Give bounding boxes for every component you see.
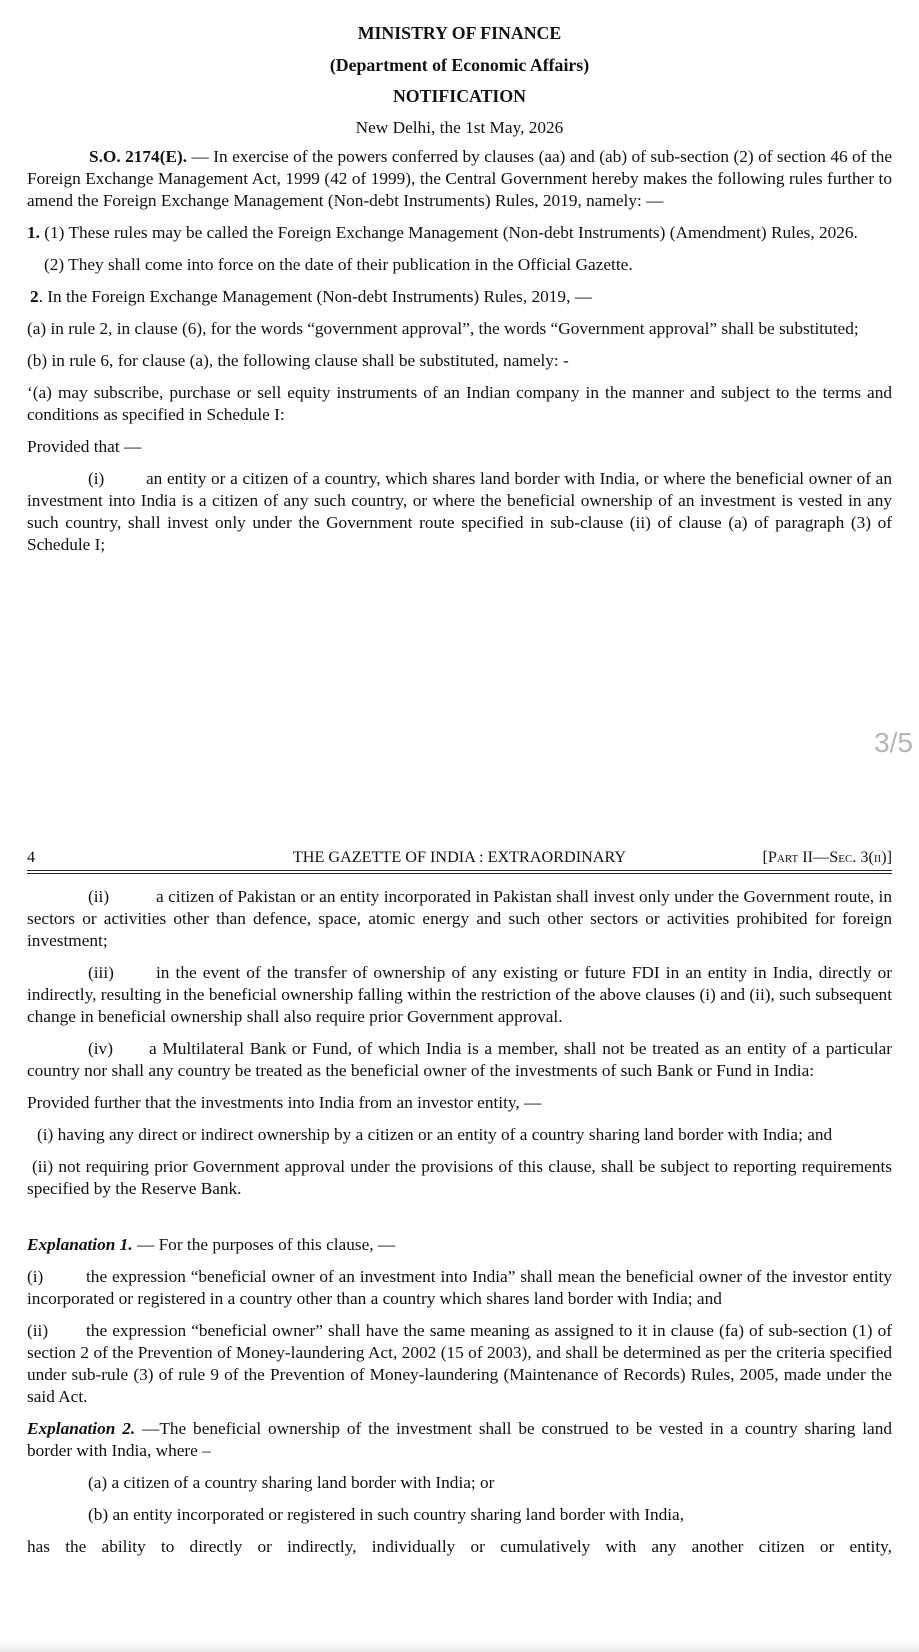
proviso-item-iv-text: a Multilateral Bank or Fund, of which India is a member, shall not be treated as an entity of a particular country nor shall any country be treated as the beneficial owner of the investments of such Bank or Fund in India: <box>27 1039 892 1080</box>
preamble-paragraph <box>27 146 892 212</box>
explanation-2-paragraph <box>27 1418 892 1462</box>
gazette-title: THE GAZETTE OF INDIA : EXTRAORDINARY <box>292 848 627 866</box>
explanation-2-text: —The beneficial ownership of the investment shall be construed to be vested in a country sharing land border with India, where – <box>27 1419 892 1460</box>
explanation-1-item-ii-label: (ii) <box>27 1321 49 1340</box>
explanation-2-label: Explanation 2. <box>27 1419 136 1438</box>
gazette-page-4 <box>0 760 919 1652</box>
explanation-1-item-i-text: the expression “beneficial owner of an investment into India” shall mean the beneficial owner of the investor entity incorporated or registered in a country other than a country which shares land border with India; and <box>27 1267 892 1308</box>
bottom-shade <box>0 1642 919 1652</box>
explanation-1-label: Explanation 1. <box>27 1235 133 1254</box>
notification-heading: NOTIFICATION <box>392 86 527 106</box>
gazette-page-3 <box>0 0 919 760</box>
rule-2-paragraph <box>27 286 892 308</box>
department-heading: (Department of Economic Affairs) <box>329 55 590 75</box>
explanation-1-item-ii-text: the expression “beneficial owner” shall have the same meaning as assigned to it in clause (fa) of sub-section (1) of section 2 of the Prevention of Money-laundering Act, 2002 (15 of 2003), and shall be determined as per the criteria specified under sub-rule (3) of rule 9 of the Prevention of Money-laundering (Maintenance of Records) Rules, 2005, made under the said Act. <box>27 1321 892 1406</box>
preamble-text: — In exercise of the powers conferred by clauses (aa) and (ab) of sub-section (2) of section 46 of the Foreign Exchange Management Act, 1999 (42 of 1999), the Central Government hereby makes the following rules further to amend the Foreign Exchange Management (Non-debt Instruments) Rules, 2019, namely: — <box>27 147 893 210</box>
explanation-1-item-ii <box>27 1320 892 1408</box>
explanation-1-item-i-label: (i) <box>27 1267 44 1286</box>
rule-1-2-paragraph: (2) They shall come into force on the date of their publication in the Official Gazette. <box>44 255 633 274</box>
so-number: S.O. 2174(E). <box>89 147 188 166</box>
proviso-item-ii <box>27 886 892 952</box>
provided-further-item-ii: (ii) not requiring prior Government approval under the provisions of this clause, shall be subject to reporting requirements specified by the Reserve Bank. <box>27 1157 892 1198</box>
running-header <box>27 846 892 868</box>
continuation-line: has the ability to directly or indirectly, individually or cumulatively with any another citizen or entity, <box>27 1537 892 1556</box>
dateline: New Delhi, the 1st May, 2026 <box>355 118 564 137</box>
rule-1-text: (1) These rules may be called the Foreign Exchange Management (Non-debt Instruments) (Amendment) Rules, 2026. <box>39 223 858 242</box>
rule-2-text: . In the Foreign Exchange Management (Non-debt Instruments) Rules, 2019, — <box>38 287 592 306</box>
explanation-1-heading <box>27 1234 892 1256</box>
provided-further-heading: Provided further that the investments into India from an investor entity, — <box>27 1093 542 1112</box>
proviso-item-iv <box>27 1038 892 1082</box>
proviso-item-i-text: an entity or a citizen of a country, which shares land border with India, or where the beneficial owner of an investment into India is a citizen of any such country, or where the beneficial ownership of an investment is vested in any such country, shall invest only under the Government route specified in sub-clause (ii) of clause (a) of paragraph (3) of Schedule I; <box>27 469 892 554</box>
rule-1-number: 1. <box>27 223 40 242</box>
explanation-1-item-i <box>27 1266 892 1310</box>
proviso-item-iv-label: (iv) <box>88 1039 113 1058</box>
proviso-item-ii-text: a citizen of Pakistan or an entity incorporated in Pakistan shall invest only under the Government route, in sectors or activities other than defence, space, atomic energy and such other sectors or activities prohibited for foreign investment; <box>27 887 892 950</box>
proviso-item-iii <box>27 962 892 1028</box>
proviso-item-iii-label: (iii) <box>88 963 114 982</box>
page-number: 4 <box>27 848 36 866</box>
page-indicator: 3/5 <box>874 727 913 758</box>
provided-further-item-i: (i) having any direct or indirect ownership by a citizen or an entity of a country sharing land border with India; and <box>37 1125 833 1144</box>
rule-1-paragraph <box>27 222 892 244</box>
proviso-heading: Provided that — <box>27 437 142 456</box>
rule-2-number: 2 <box>30 287 39 306</box>
proviso-item-i <box>27 468 892 556</box>
clause-b-paragraph: (b) in rule 6, for clause (a), the following clause shall be substituted, namely: - <box>27 351 569 370</box>
proviso-item-ii-label: (ii) <box>88 887 110 906</box>
substituted-clause-paragraph: ‘(a) may subscribe, purchase or sell equity instruments of an Indian company in the manner and subject to the terms and conditions as specified in Schedule I: <box>27 383 892 424</box>
clause-a-paragraph: (a) in rule 2, in clause (6), for the words “government approval”, the words “Government approval” shall be substituted; <box>27 319 859 338</box>
explanation-2-item-b: (b) an entity incorporated or registered in such country sharing land border with India, <box>88 1505 685 1524</box>
explanation-2-item-a: (a) a citizen of a country sharing land border with India; or <box>88 1473 495 1492</box>
ministry-heading: MINISTRY OF FINANCE <box>357 23 562 43</box>
explanation-1-text: — For the purposes of this clause, — <box>132 1235 396 1254</box>
part-section: [Part II—Sec. 3(ii)] <box>762 848 892 866</box>
proviso-item-iii-text: in the event of the transfer of ownership of any existing or future FDI in an entity in India, directly or indirectly, resulting in the beneficial ownership falling within the restriction of the above clauses (i) and (ii), such subsequent change in beneficial ownership shall also require prior Government approval. <box>27 963 892 1026</box>
proviso-item-i-label: (i) <box>88 469 105 488</box>
